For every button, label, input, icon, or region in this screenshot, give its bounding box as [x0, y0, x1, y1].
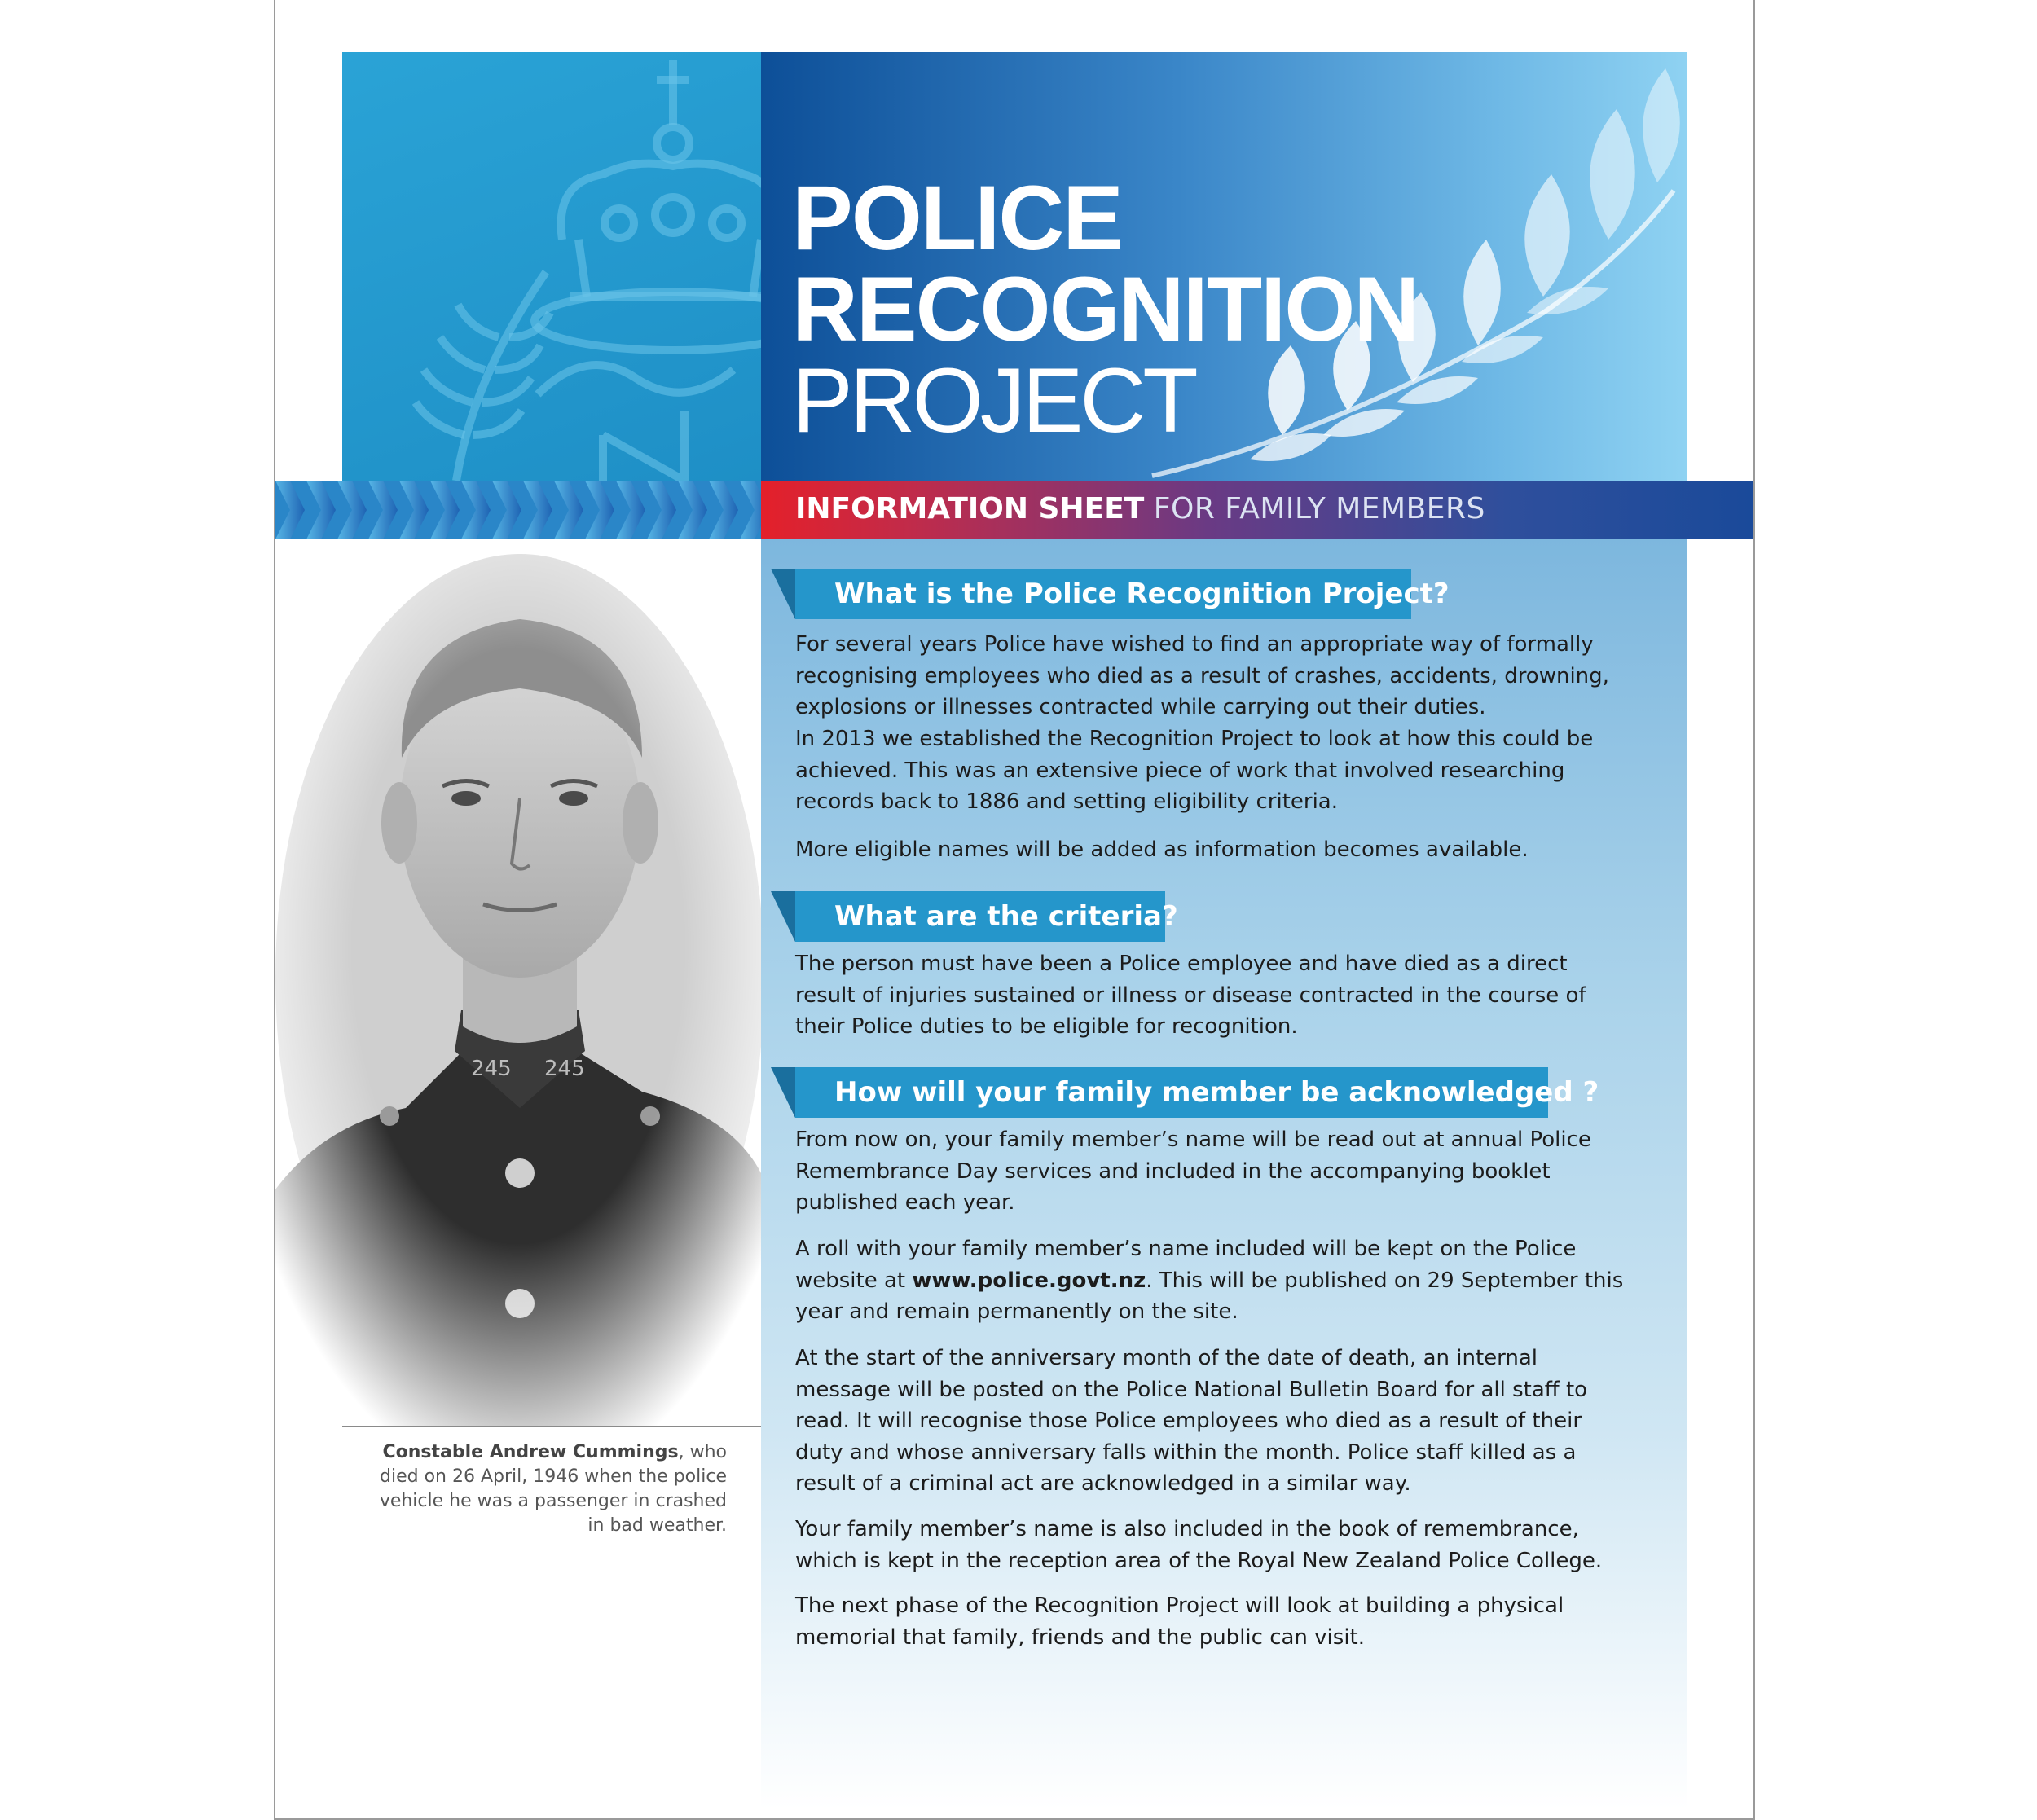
- portrait-image: [275, 554, 761, 1426]
- chevron-icon: [275, 481, 761, 539]
- paragraph: At the start of the anniversary month of the date of death, an internal message will be posted on the Police National Bulletin Board for all staff to read. It will recognise those Police employees who died as a result of their duty and whose anniversary falls within the month. Police staff killed as a result of a criminal act are acknowledged in a similar way.: [795, 1346, 1588, 1496]
- photo-caption: [359, 1440, 727, 1538]
- website-link[interactable]: www.police.govt.nz: [912, 1268, 1146, 1293]
- info-band-label: [795, 492, 1485, 525]
- roll-text-after: . This will be published on 29 September this year and remain permanently on the site.: [795, 1268, 1624, 1324]
- title-line-recognition: RECOGNITION: [792, 258, 1419, 360]
- paragraph: More eligible names will be added as information becomes available.: [795, 837, 1529, 862]
- paragraph: The next phase of the Recognition Project will look at building a physical memorial that family, friends and the public can visit.: [795, 1594, 1564, 1650]
- chevron-band: [275, 481, 761, 539]
- paragraph: For several years Police have wished to find an appropriate way of formally recognising employees who died as a result of crashes, accidents, drowning, explosions or illnesses contracted while carrying out their duties.: [795, 632, 1609, 719]
- section-heading-text: How will your family member be acknowledged ?: [834, 1076, 1599, 1109]
- section-heading-what-is: [795, 569, 1450, 619]
- band-strong-text: INFORMATION SHEET: [795, 492, 1145, 525]
- caption-divider: [342, 1426, 761, 1427]
- heading-fold: [771, 569, 795, 619]
- caption-name: Constable Andrew Cummings: [382, 1442, 679, 1462]
- title-line-project: PROJECT: [792, 349, 1195, 451]
- section-heading-criteria: [795, 891, 1178, 942]
- paragraph: Your family member’s name is also included in the book of remembrance, which is kept in the reception area of the Royal New Zealand Police College.: [795, 1517, 1603, 1573]
- paragraph: From now on, your family member’s name will be read out at annual Police Remembrance Day services and included in the accompanying booklet published each year.: [795, 1128, 1591, 1215]
- document-title: [792, 167, 1419, 451]
- roll-text-before: A roll with your family member’s name included will be kept on the Police website at: [795, 1237, 1577, 1293]
- section-heading-text: What are the criteria?: [834, 900, 1178, 933]
- crown-crest-icon: [342, 52, 761, 481]
- caption-comma: ,: [678, 1442, 684, 1462]
- paragraph-website-roll: [795, 1233, 1626, 1328]
- paragraph: In 2013 we established the Recognition Project to look at how this could be achieved. This was an extensive piece of work that involved researching records back to 1886 and setting eligibility criteria.: [795, 727, 1594, 814]
- caption-text: who died on 26 April, 1946 when the police vehicle he was a passenger in crashed in bad weather.: [379, 1442, 727, 1536]
- section-heading-text: What is the Police Recognition Project?: [834, 578, 1450, 610]
- header-crest-panel: [342, 52, 761, 481]
- title-line-police: POLICE: [792, 167, 1122, 269]
- section-heading-acknowledged: [795, 1067, 1599, 1118]
- band-light-text: FOR FAMILY MEMBERS: [1153, 492, 1485, 525]
- heading-fold: [771, 891, 795, 942]
- heading-fold: [771, 1067, 795, 1118]
- paragraph: The person must have been a Police employee and have died as a direct result of injuries sustained or illness or disease contracted in the course of their Police duties to be eligible for recognition.: [795, 952, 1586, 1039]
- portrait-photo: [275, 554, 761, 1426]
